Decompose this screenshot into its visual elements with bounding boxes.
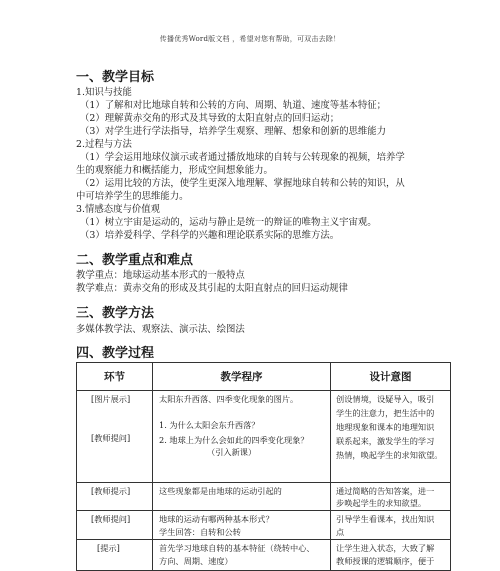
header-cell-procedure: 教学程序 xyxy=(153,363,331,391)
text-line: 教学重点：地球运动基本形式的一般特点 xyxy=(76,270,245,281)
procedure-text: 这些现象都是由地球的运动引起的 xyxy=(159,486,282,496)
process-table xyxy=(76,362,451,571)
intent-text: 地理现象和课本的地理知识 xyxy=(336,422,435,432)
intent-text: 教师授课的逻辑顺序，便于 xyxy=(336,556,435,566)
procedure-text: （引入新课） xyxy=(207,447,257,457)
section-title-objectives: 一、教学目标 xyxy=(76,70,155,85)
procedure-cell xyxy=(153,483,330,510)
text-line: 1.知识与技能 xyxy=(76,87,132,98)
intent-text: 热情，唤起学生的求知欲望。 xyxy=(336,450,443,460)
text-line: 多媒体教学法、观察法、演示法、绘图法 xyxy=(76,324,245,335)
table-row xyxy=(77,511,451,540)
intent-text: 步唤起学生的求知欲望。 xyxy=(336,498,427,508)
stage-label: [图片展示] xyxy=(91,394,131,404)
text-line: （1）学会运用地球仪演示或者通过播放地球的自转与公转现象的视频，培养学 xyxy=(80,152,405,163)
section-title-key-points: 二、教学重点和难点 xyxy=(76,253,194,268)
intent-text: 联系起来，激发学生的学习 xyxy=(336,436,435,446)
table-header-row xyxy=(77,363,451,391)
intent-text: 点 xyxy=(336,527,345,537)
text-line: 生的观察能力和概括能力，形成空间想象能力。 xyxy=(76,165,273,176)
intent-cell xyxy=(331,511,450,539)
procedure-text: 方向、周期、速度） xyxy=(159,556,233,566)
intent-text: 让学生进入状态，大致了解 xyxy=(336,543,435,553)
text-line: （3）培养爱科学、学科学的兴趣和理论联系实际的思维方法。 xyxy=(80,230,340,241)
stage-label: [教师提示] xyxy=(91,486,131,496)
stage-label: [教师提问] xyxy=(91,433,131,443)
text-line: 2.过程与方法 xyxy=(76,139,132,150)
intent-text: 学生的注意力，把生活中的 xyxy=(336,408,435,418)
text-line: （3）对学生进行学法指导，培养学生观察、理解、想象和创新的思维能力 xyxy=(80,126,386,137)
text-line: （1）了解和对比地球自转和公转的方向、周期、轨道、速度等基本特征； xyxy=(80,100,386,111)
section-title-methods: 三、教学方法 xyxy=(76,306,155,321)
stage-cell xyxy=(77,511,152,539)
header-cell-intent: 设计意图 xyxy=(331,363,451,391)
procedure-cell xyxy=(153,391,330,482)
section-title-process: 四、教学过程 xyxy=(76,346,155,361)
stage-cell xyxy=(77,483,152,510)
table-row xyxy=(77,391,451,483)
procedure-cell xyxy=(153,511,330,539)
header-banner: 传播优秀Word版文档 ，希望对您有帮助，可双击去除！ xyxy=(159,35,341,43)
procedure-text: 首先学习地球自转的基本特征（绕转中心、 xyxy=(159,543,315,553)
intent-cell xyxy=(331,483,450,510)
procedure-text: 地球的运动有哪两种基本形式？ xyxy=(159,514,274,524)
intent-text: 通过简略的告知答案，进一 xyxy=(336,486,435,496)
intent-cell xyxy=(331,391,450,482)
stage-label: [教师提问] xyxy=(91,514,131,524)
procedure-text: 2. 地球上为什么会如此的四季变化现象？ xyxy=(159,435,309,445)
text-line: 中可培养学生的思维能力。 xyxy=(76,191,189,202)
procedure-text: 太阳东升西落、四季变化现象的图片。 xyxy=(159,394,299,404)
intent-text: 创设情境，设疑导入，吸引 xyxy=(336,394,435,404)
stage-cell xyxy=(77,391,152,482)
text-line: 教学难点：黄赤交角的形成及其引起的太阳直射点的回归运动规律 xyxy=(76,283,348,294)
text-line: 3.情感态度与价值观 xyxy=(76,204,160,215)
text-line: （2）运用比较的方法，使学生更深入地理解、掌握地球自转和公转的知识，从 xyxy=(80,178,405,189)
text-line: （1）树立宇宙是运动的，运动与静止是统一的辩证的唯物主义宇宙观。 xyxy=(80,217,377,228)
intent-text: 引导学生看课本，找出知识 xyxy=(336,514,435,524)
stage-label: [提示] xyxy=(97,543,120,553)
procedure-text: 学生回答：自转和公转 xyxy=(159,527,241,537)
header-cell-stage: 环节 xyxy=(77,363,153,391)
table-row xyxy=(77,483,451,511)
text-line: （2）理解黄赤交角的形式及其导致的太阳直射点的回归运动； xyxy=(80,113,340,124)
procedure-text: 1. 为什么太阳会东升西落？ xyxy=(159,420,260,430)
